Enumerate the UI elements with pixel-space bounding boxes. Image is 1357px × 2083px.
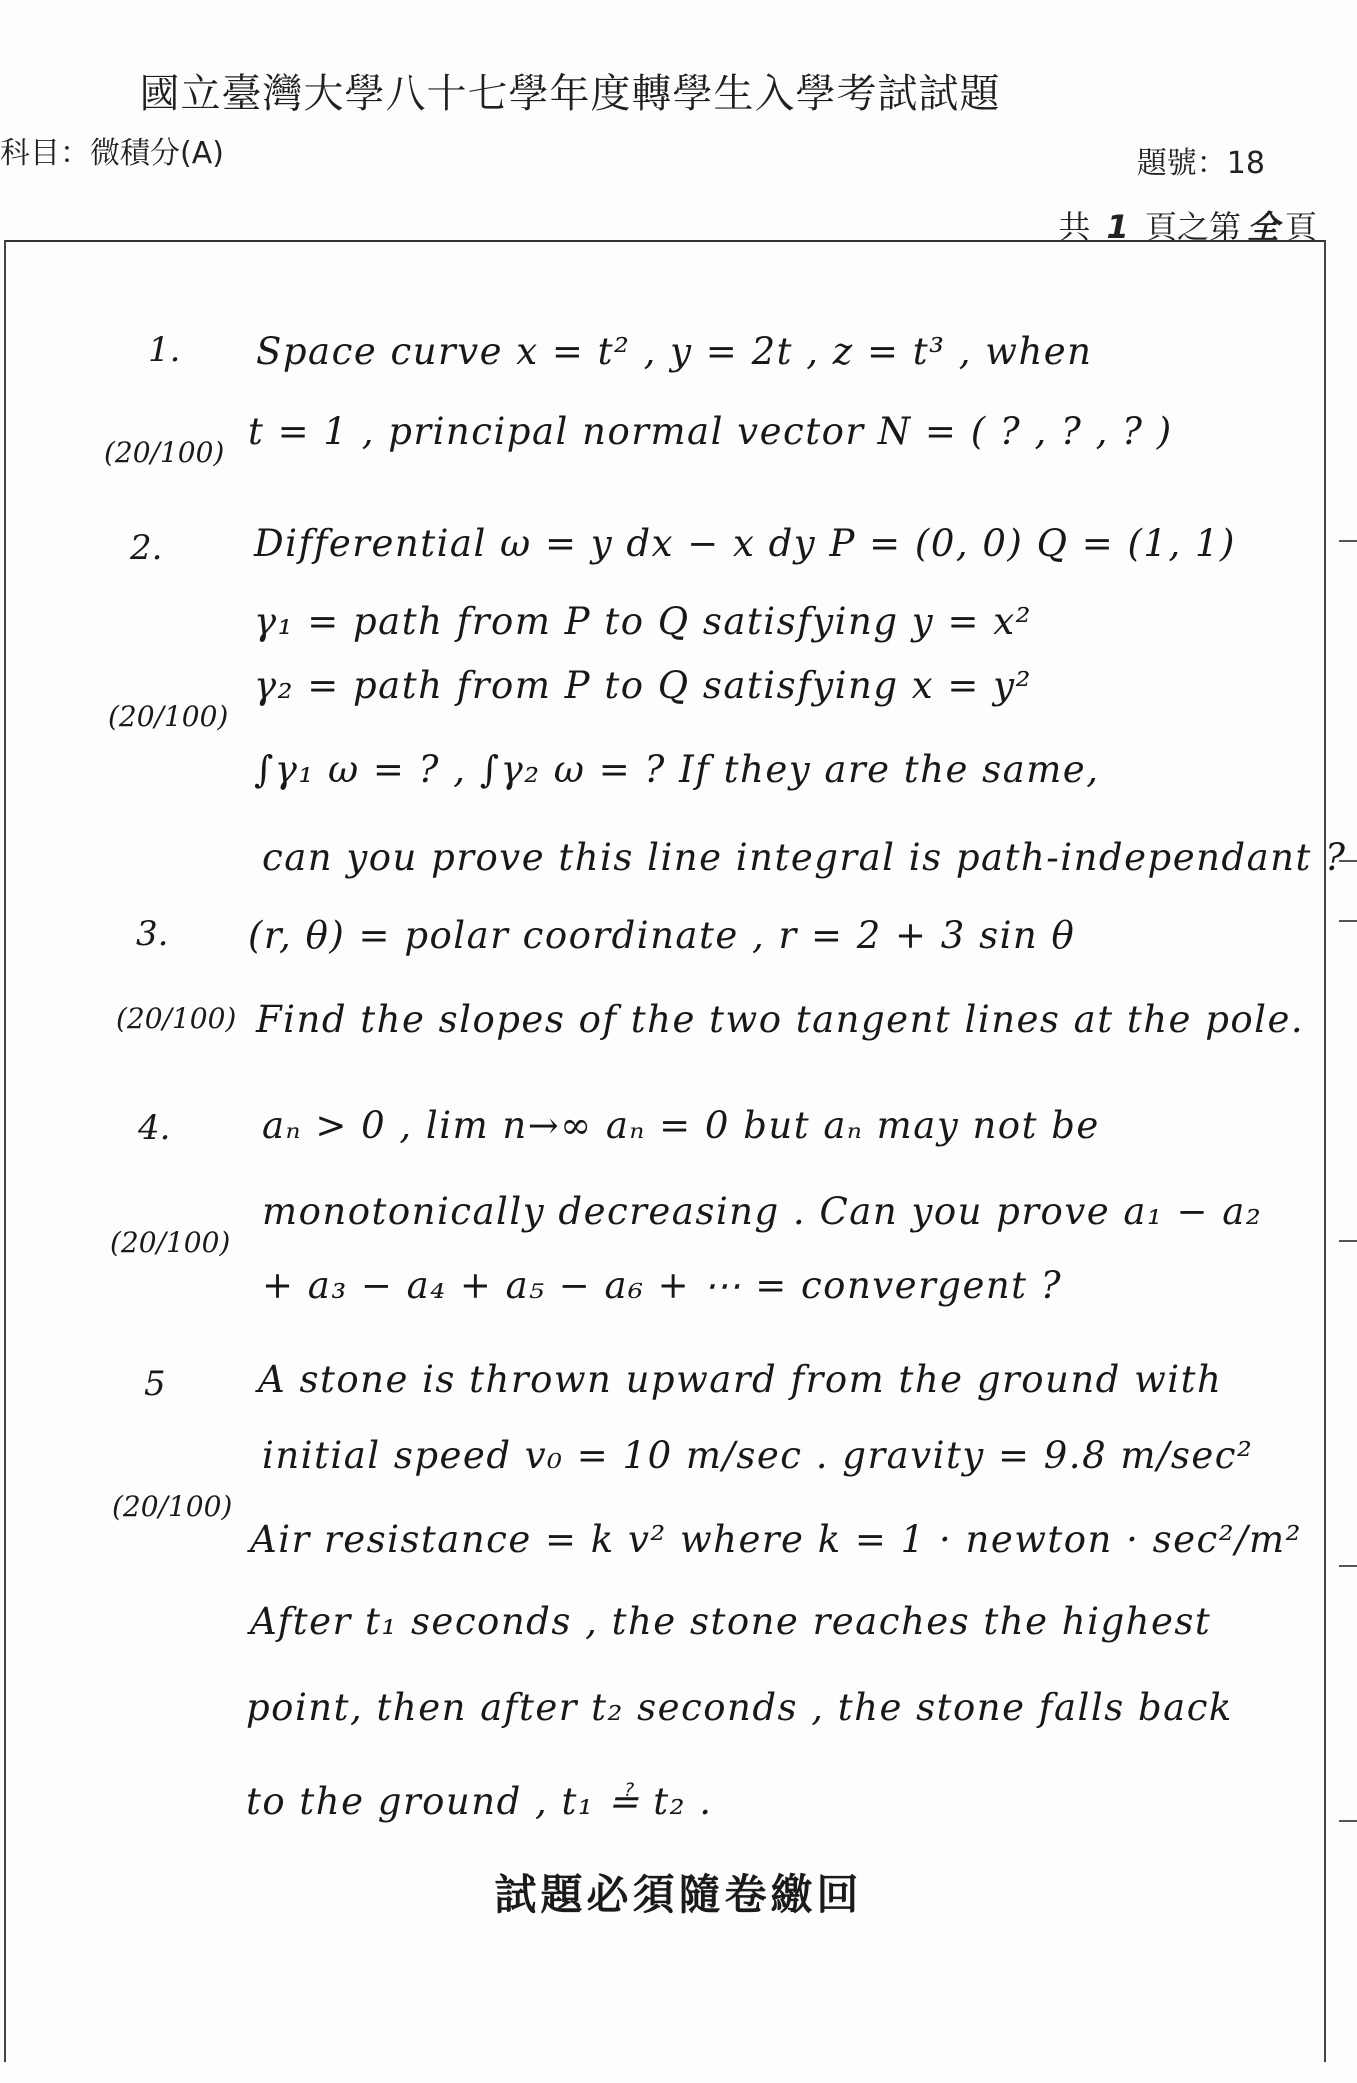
problem-4-points: (20/100) [110, 1226, 231, 1259]
problem-2-points: (20/100) [108, 700, 229, 733]
problem-2-line-4: ∫γ₁ ω = ? , ∫γ₂ ω = ? If they are the same, [254, 748, 1100, 791]
problem-5-line-2: initial speed v₀ = 10 m/sec . gravity = 9.8 m/sec² [262, 1434, 1254, 1477]
problem-2-line-1: Differential ω = y dx − x dy P = (0, 0) Q = (1, 1) [254, 522, 1236, 565]
problem-2-line-2: γ₁ = path from P to Q satisfying y = x² [254, 600, 1032, 643]
problem-3-line-2: Find the slopes of the two tangent lines at the pole. [256, 998, 1305, 1041]
problem-3-points: (20/100) [116, 1002, 237, 1035]
problem-4-line-1: aₙ > 0 , lim n→∞ aₙ = 0 but aₙ may not be [262, 1104, 1100, 1147]
problem-1-line-1: Space curve x = t² , y = 2t , z = t³ , when [256, 330, 1093, 373]
problem-1-points: (20/100) [104, 436, 225, 469]
problem-5-line-5: point, then after t₂ seconds , the stone falls back [246, 1686, 1233, 1729]
subject-label: 科目：微積分(A) [0, 136, 224, 171]
problem-1-number: 1. [148, 330, 181, 370]
page-current: 全 [1246, 208, 1279, 246]
problem-1-line-2: t = 1 , principal normal vector N = ( ? , ? , ? ) [248, 410, 1173, 453]
margin-ticks [1327, 240, 1357, 2080]
problem-5-number: 5 [144, 1364, 166, 1404]
page-suffix: 頁 [1284, 208, 1317, 246]
problem-2-line-5: can you prove this line integral is path-independant ? [262, 836, 1347, 879]
margin-tick [1339, 1820, 1357, 1822]
problem-3-line-1: (r, θ) = polar coordinate , r = 2 + 3 sin θ [248, 914, 1076, 957]
page-middle: 頁之第 [1144, 208, 1241, 246]
page-total: 1 [1106, 208, 1129, 246]
margin-tick [1339, 1240, 1357, 1242]
problem-3-number: 3. [136, 914, 169, 954]
problem-5-line-1: A stone is thrown upward from the ground with [258, 1358, 1223, 1401]
problem-2-line-3: γ₂ = path from P to Q satisfying x = y² [254, 664, 1032, 707]
exam-title: 國立臺灣大學八十七學年度轉學生入學考試試題 [139, 71, 1001, 117]
problem-5-line-6: to the ground , t₁ ≟ t₂ . [246, 1780, 713, 1823]
problem-5-line-4: After t₁ seconds , the stone reaches the highest [250, 1600, 1212, 1643]
problem-2-number: 2. [130, 528, 163, 568]
margin-tick [1339, 540, 1357, 542]
margin-tick [1339, 1565, 1357, 1567]
page-prefix: 共 [1058, 208, 1091, 246]
problem-5-points: (20/100) [112, 1490, 233, 1523]
problem-5-line-3: Air resistance = k v² where k = 1 · newton · sec²/m² [250, 1518, 1302, 1561]
question-number: 題號：18 [1136, 146, 1265, 181]
problem-4-number: 4. [138, 1108, 171, 1148]
margin-tick [1339, 920, 1357, 922]
return-paper-note: 試題必須隨卷繳回 [494, 1870, 863, 1919]
problem-4-line-3: + a₃ − a₄ + a₅ − a₆ + ⋯ = convergent ? [262, 1264, 1063, 1307]
problem-4-line-2: monotonically decreasing . Can you prove a₁ − a₂ [262, 1190, 1263, 1233]
